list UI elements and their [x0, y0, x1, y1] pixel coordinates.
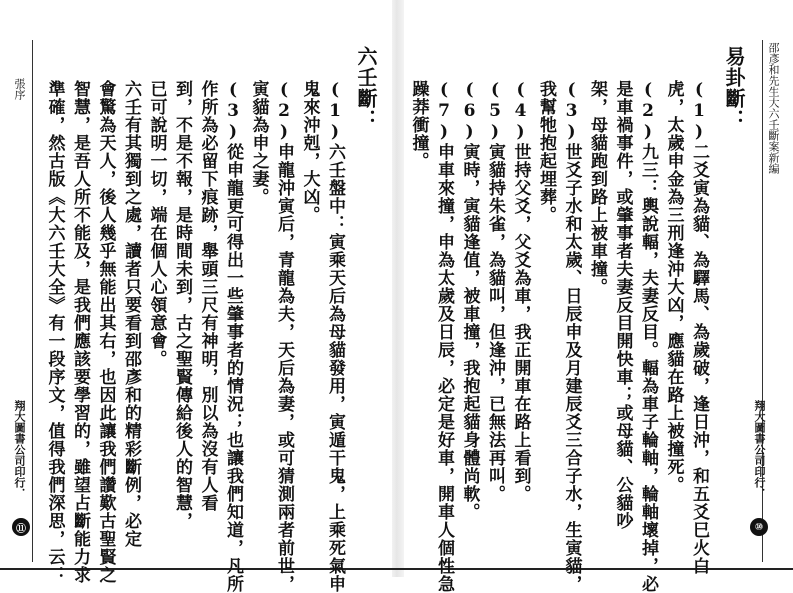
- body-line: 到，不是不報，是時間未到，古之聖賢傳給後人的智慧，: [172, 80, 192, 530]
- section-title: 易卦斷：: [722, 46, 746, 130]
- body-line: 六壬有其獨到之處，讀者只要看到邵彥和的精彩斷例，必定: [121, 80, 141, 548]
- page-number: ⑩: [750, 518, 768, 536]
- body-line: (1)二爻寅為貓、為驛馬、為歲破，逢日沖，和五爻巳火白: [689, 80, 709, 575]
- body-line: 會驚為天人，後人幾乎無能出其右，也因此讓我們讚歎古聖賢之: [95, 80, 116, 584]
- body-line: (3)從申龍更可得出一些肇事者的情況；也讓我們知道，凡所: [223, 80, 243, 593]
- body-line: 鬼來沖剋，大凶。: [299, 80, 320, 224]
- body-line: 我幫牠抱起埋葬。: [536, 80, 556, 224]
- page-gutter: [392, 0, 404, 577]
- body-line: (1)六壬盤中：寅乘天后為母貓發用，寅遁干鬼，上乘死氣申: [325, 80, 345, 593]
- body-line: (2)九三：輿說輻，夫妻反目。輻為車子輪軸，輪軸壞掉，必: [638, 80, 658, 593]
- body-line: 準確，然古版《大六壬大全》有一段序文，值得我們深思，云：: [44, 80, 65, 584]
- body-line: 躁莽衝撞。: [408, 80, 429, 170]
- body-line: (7)申車來撞，申為太歲及日辰，必定是好車，開車人個性急: [434, 80, 454, 593]
- body-line: (4)世持父爻，父爻為車，我正開車在路上看到。: [510, 80, 531, 503]
- body-line: (2)申龍沖寅后，青龍為夫，天后為妻，或可猜測兩者前世，: [274, 80, 294, 593]
- publisher-footer: 翔大圖書公司印行．: [753, 400, 766, 499]
- section-title: 六壬斷：: [354, 46, 378, 130]
- body-line: (3)世爻子水和太歲、日辰申及月建辰爻三合子水，生寅貓，: [561, 80, 582, 593]
- bottom-rule: [0, 568, 793, 570]
- body-line: (5)寅貓持朱雀，為貓叫，但逢沖，已無法再叫。: [485, 80, 505, 503]
- body-line: 已可說明一切，端在個人心領意會。: [146, 80, 167, 368]
- body-line: 作所為必留下痕跡，舉頭三尺有神明，別以為沒有人看: [197, 80, 218, 512]
- publisher-footer: 翔大圖書公司印行．: [13, 400, 26, 499]
- body-line: 虎，太歲申金為三刑逢沖大凶，應貓在路上被撞死。: [663, 80, 684, 494]
- body-line: 架，母貓跑到路上被車撞。: [587, 80, 607, 296]
- body-line: 智慧，是吾人所不能及，是我們應該要學習的，雖望占斷能力求: [70, 80, 90, 584]
- body-line: (6)寅時，寅貓逢值，被車撞，我抱起貓身體尚軟。: [459, 80, 480, 521]
- page-number: ⑪: [12, 518, 30, 536]
- header-rule: [32, 40, 33, 562]
- running-header: 張序: [13, 78, 26, 100]
- body-line: 是車禍事件，或肇事者夫妻反目開快車；或母貓、公貓吵: [612, 80, 633, 530]
- running-header: 邵彥和先生大六壬斷案新編: [767, 42, 780, 174]
- body-line: 寅貓為申之妻。: [248, 80, 269, 206]
